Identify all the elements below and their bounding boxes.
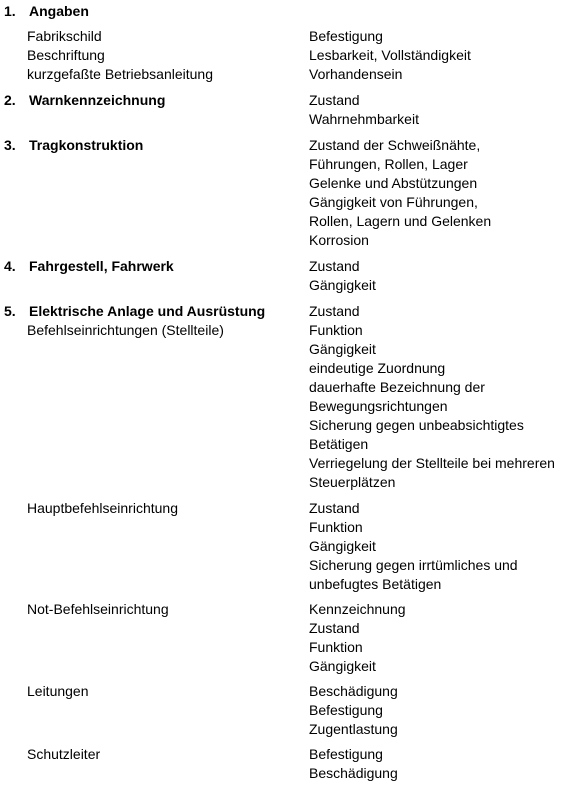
criterion: Zustand der Schweißnähte, (309, 137, 481, 153)
section-number: 5. (4, 303, 16, 319)
criterion: Zustand (309, 500, 360, 516)
criterion: Beschädigung (309, 765, 398, 781)
criterion: Funktion (309, 639, 363, 655)
criterion: Befestigung (309, 702, 383, 718)
criterion: Gelenke und Abstützungen (309, 175, 478, 191)
criterion: Zustand (309, 620, 360, 636)
criterion: Gängigkeit (309, 277, 376, 293)
criterion: Sicherung gegen unbeabsichtigtes (309, 417, 524, 433)
item-label: Hauptbefehlseinrichtung (27, 500, 178, 516)
criterion: Wahrnehmbarkeit (309, 111, 419, 127)
criterion: Zugentlastung (309, 721, 398, 737)
section-title: Tragkonstruktion (29, 137, 144, 153)
criterion: Funktion (309, 519, 363, 535)
item-label: Leitungen (27, 683, 89, 699)
criterion: Korrosion (309, 232, 369, 248)
section-title: Fahrgestell, Fahrwerk (29, 258, 174, 274)
criterion: eindeutige Zuordnung (309, 360, 446, 376)
item-label: Fabrikschild (27, 28, 102, 44)
item-label: Befehlseinrichtungen (Stellteile) (27, 322, 224, 338)
criterion: Führungen, Rollen, Lager (309, 156, 468, 172)
criterion: Gängigkeit von Führungen, (309, 194, 478, 210)
section-number: 1. (4, 3, 16, 19)
criterion: Befestigung (309, 746, 383, 762)
criterion: Verriegelung der Stellteile bei mehreren (309, 455, 555, 471)
section-title: Angaben (29, 3, 89, 19)
criterion: Steuerplätzen (309, 474, 396, 490)
criterion: Lesbarkeit, Vollständigkeit (309, 47, 471, 63)
criterion: Kennzeichnung (309, 601, 406, 617)
criterion: Gängigkeit (309, 658, 376, 674)
item-label: Schutzleiter (27, 746, 101, 762)
criterion: Gängigkeit (309, 341, 376, 357)
criterion: Betätigen (309, 436, 369, 452)
criterion: unbefugtes Betätigen (309, 576, 442, 592)
criterion: Gängigkeit (309, 538, 376, 554)
item-label: kurzgefaßte Betriebsanleitung (27, 66, 213, 82)
section-number: 2. (4, 92, 16, 108)
item-label: Beschriftung (27, 47, 105, 63)
criterion: Beschädigung (309, 683, 398, 699)
criterion: dauerhafte Bezeichnung der (309, 379, 485, 395)
criterion: Funktion (309, 322, 363, 338)
criterion: Bewegungsrichtungen (309, 398, 448, 414)
section-number: 3. (4, 137, 16, 153)
criterion: Zustand (309, 92, 360, 108)
section-number: 4. (4, 258, 16, 274)
criterion: Sicherung gegen irrtümliches und (309, 557, 518, 573)
criterion: Zustand (309, 303, 360, 319)
criterion: Befestigung (309, 28, 383, 44)
section-title: Elektrische Anlage und Ausrüstung (29, 303, 266, 319)
criterion: Zustand (309, 258, 360, 274)
section-title: Warnkennzeichnung (29, 92, 166, 108)
criterion: Vorhandensein (309, 66, 403, 82)
item-label: Not-Befehlseinrichtung (27, 601, 169, 617)
criterion: Rollen, Lagern und Gelenken (309, 213, 492, 229)
